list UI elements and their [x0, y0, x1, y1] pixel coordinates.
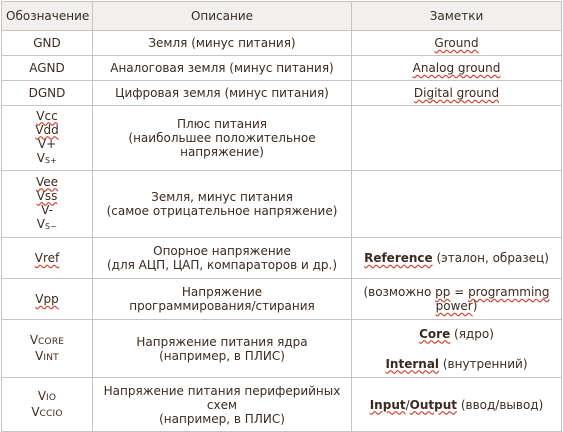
- note-text: Ground: [434, 36, 479, 50]
- table-row: [2, 31, 562, 56]
- table-row: [2, 56, 562, 81]
- description-text: Земля, минус питания: [151, 190, 293, 204]
- symbol-subscript: CCIO: [39, 408, 63, 419]
- description-text: Плюс питания: [176, 117, 268, 131]
- table-row: [2, 238, 562, 279]
- symbol: Vee: [35, 174, 59, 189]
- symbol: VINT: [35, 348, 59, 363]
- designation-cell: [2, 171, 93, 238]
- note-keyword: Output: [409, 397, 458, 412]
- symbol-subscript: IO: [46, 392, 57, 403]
- note-text: Internal (внутренний): [385, 356, 528, 371]
- description-cell: [93, 320, 352, 378]
- symbol: AGND: [29, 61, 65, 75]
- notes-cell: [352, 320, 562, 378]
- symbol: $V_{S-}$: [36, 216, 58, 231]
- designation-cell: [2, 56, 93, 81]
- designation-cell: [2, 31, 93, 56]
- spacer: [356, 341, 557, 357]
- note-text: Digital ground: [413, 86, 500, 100]
- description-cell: [93, 56, 352, 81]
- header-row: [2, 2, 562, 31]
- designation-cell: [2, 378, 93, 432]
- note-keyword: Reference: [364, 251, 433, 265]
- symbol: V+: [37, 136, 57, 151]
- symbol: Vref: [34, 251, 60, 265]
- symbol: Vpp: [35, 292, 59, 306]
- symbol: $V_{S+}$: [36, 150, 58, 165]
- header-designation: Обозначение: [2, 2, 93, 31]
- table-row: [2, 279, 562, 320]
- description-text: (для АЦП, ЦАП, компараторов и др.): [106, 258, 338, 272]
- description-text: схем: [206, 397, 238, 412]
- description-text: Опорное напряжение: [153, 244, 291, 258]
- designation-cell: [2, 81, 93, 106]
- notes-cell: [352, 279, 562, 320]
- power-pins-table: [1, 1, 562, 432]
- notes-cell: [352, 238, 562, 279]
- symbol: V-: [41, 202, 53, 217]
- description-text: Напряжение: [181, 285, 263, 299]
- notes-cell: Input/Output (ввод/вывод): [352, 378, 562, 432]
- note-text: (эталон, образец): [432, 251, 549, 265]
- notes-cell: [352, 56, 562, 81]
- description-text: Напряжение питания периферийных: [103, 383, 341, 398]
- note-text: (ввод/вывод): [457, 397, 544, 412]
- description-text: программирования/стирания: [129, 299, 315, 313]
- note-text: Analog ground: [412, 61, 501, 75]
- note-text: Core (ядро): [419, 326, 494, 341]
- designation-cell: [2, 320, 93, 378]
- table-row: [2, 106, 562, 171]
- description-cell: [93, 171, 352, 238]
- description-text: Цифровая земля (минус питания): [115, 86, 329, 100]
- description-text: (например, в ПЛИС): [159, 411, 285, 426]
- symbol-subscript: INT: [43, 352, 59, 363]
- notes-cell: [352, 171, 562, 238]
- symbol: DGND: [28, 86, 66, 100]
- description-cell: [93, 81, 352, 106]
- description-text: (наибольшее положительное: [128, 131, 316, 145]
- description-text: Напряжение питания ядра: [136, 334, 308, 349]
- description-text: Аналоговая земля (минус питания): [110, 61, 334, 75]
- description-cell: [93, 31, 352, 56]
- description-text: (например, в ПЛИС): [159, 348, 285, 363]
- table-row: [2, 81, 562, 106]
- symbol: GND: [33, 36, 61, 50]
- notes-cell: [352, 31, 562, 56]
- symbol-subscript: CORE: [38, 336, 65, 347]
- description-cell: [93, 279, 352, 320]
- designation-cell: [2, 279, 93, 320]
- note-text: (возможно pp = programming: [363, 285, 550, 299]
- symbol: Vcc: [36, 108, 58, 123]
- symbol: VIO: [37, 388, 57, 403]
- description-text: Земля (минус питания): [148, 36, 296, 50]
- description-text: (самое отрицательное напряжение): [106, 204, 338, 218]
- description-cell: [93, 238, 352, 279]
- table-row: [2, 171, 562, 238]
- symbol: VCCIO: [31, 404, 63, 419]
- description-cell: [93, 378, 352, 432]
- symbol: VCORE: [29, 332, 65, 347]
- symbol-subscript: S−: [45, 221, 58, 231]
- notes-cell: [352, 81, 562, 106]
- description-cell: [93, 106, 352, 171]
- note-keyword: Input: [369, 397, 406, 412]
- table-row: [2, 378, 562, 432]
- header-notes: Заметки: [352, 2, 562, 31]
- symbol-subscript: S+: [45, 155, 58, 165]
- table-row: [2, 320, 562, 378]
- symbol: Vss: [36, 188, 58, 203]
- notes-cell: [352, 106, 562, 171]
- description-text: напряжение): [180, 145, 264, 159]
- note-text: power): [435, 299, 478, 313]
- header-description: Описание: [93, 2, 352, 31]
- designation-cell: [2, 106, 93, 171]
- designation-cell: [2, 238, 93, 279]
- symbol: Vdd: [35, 122, 59, 137]
